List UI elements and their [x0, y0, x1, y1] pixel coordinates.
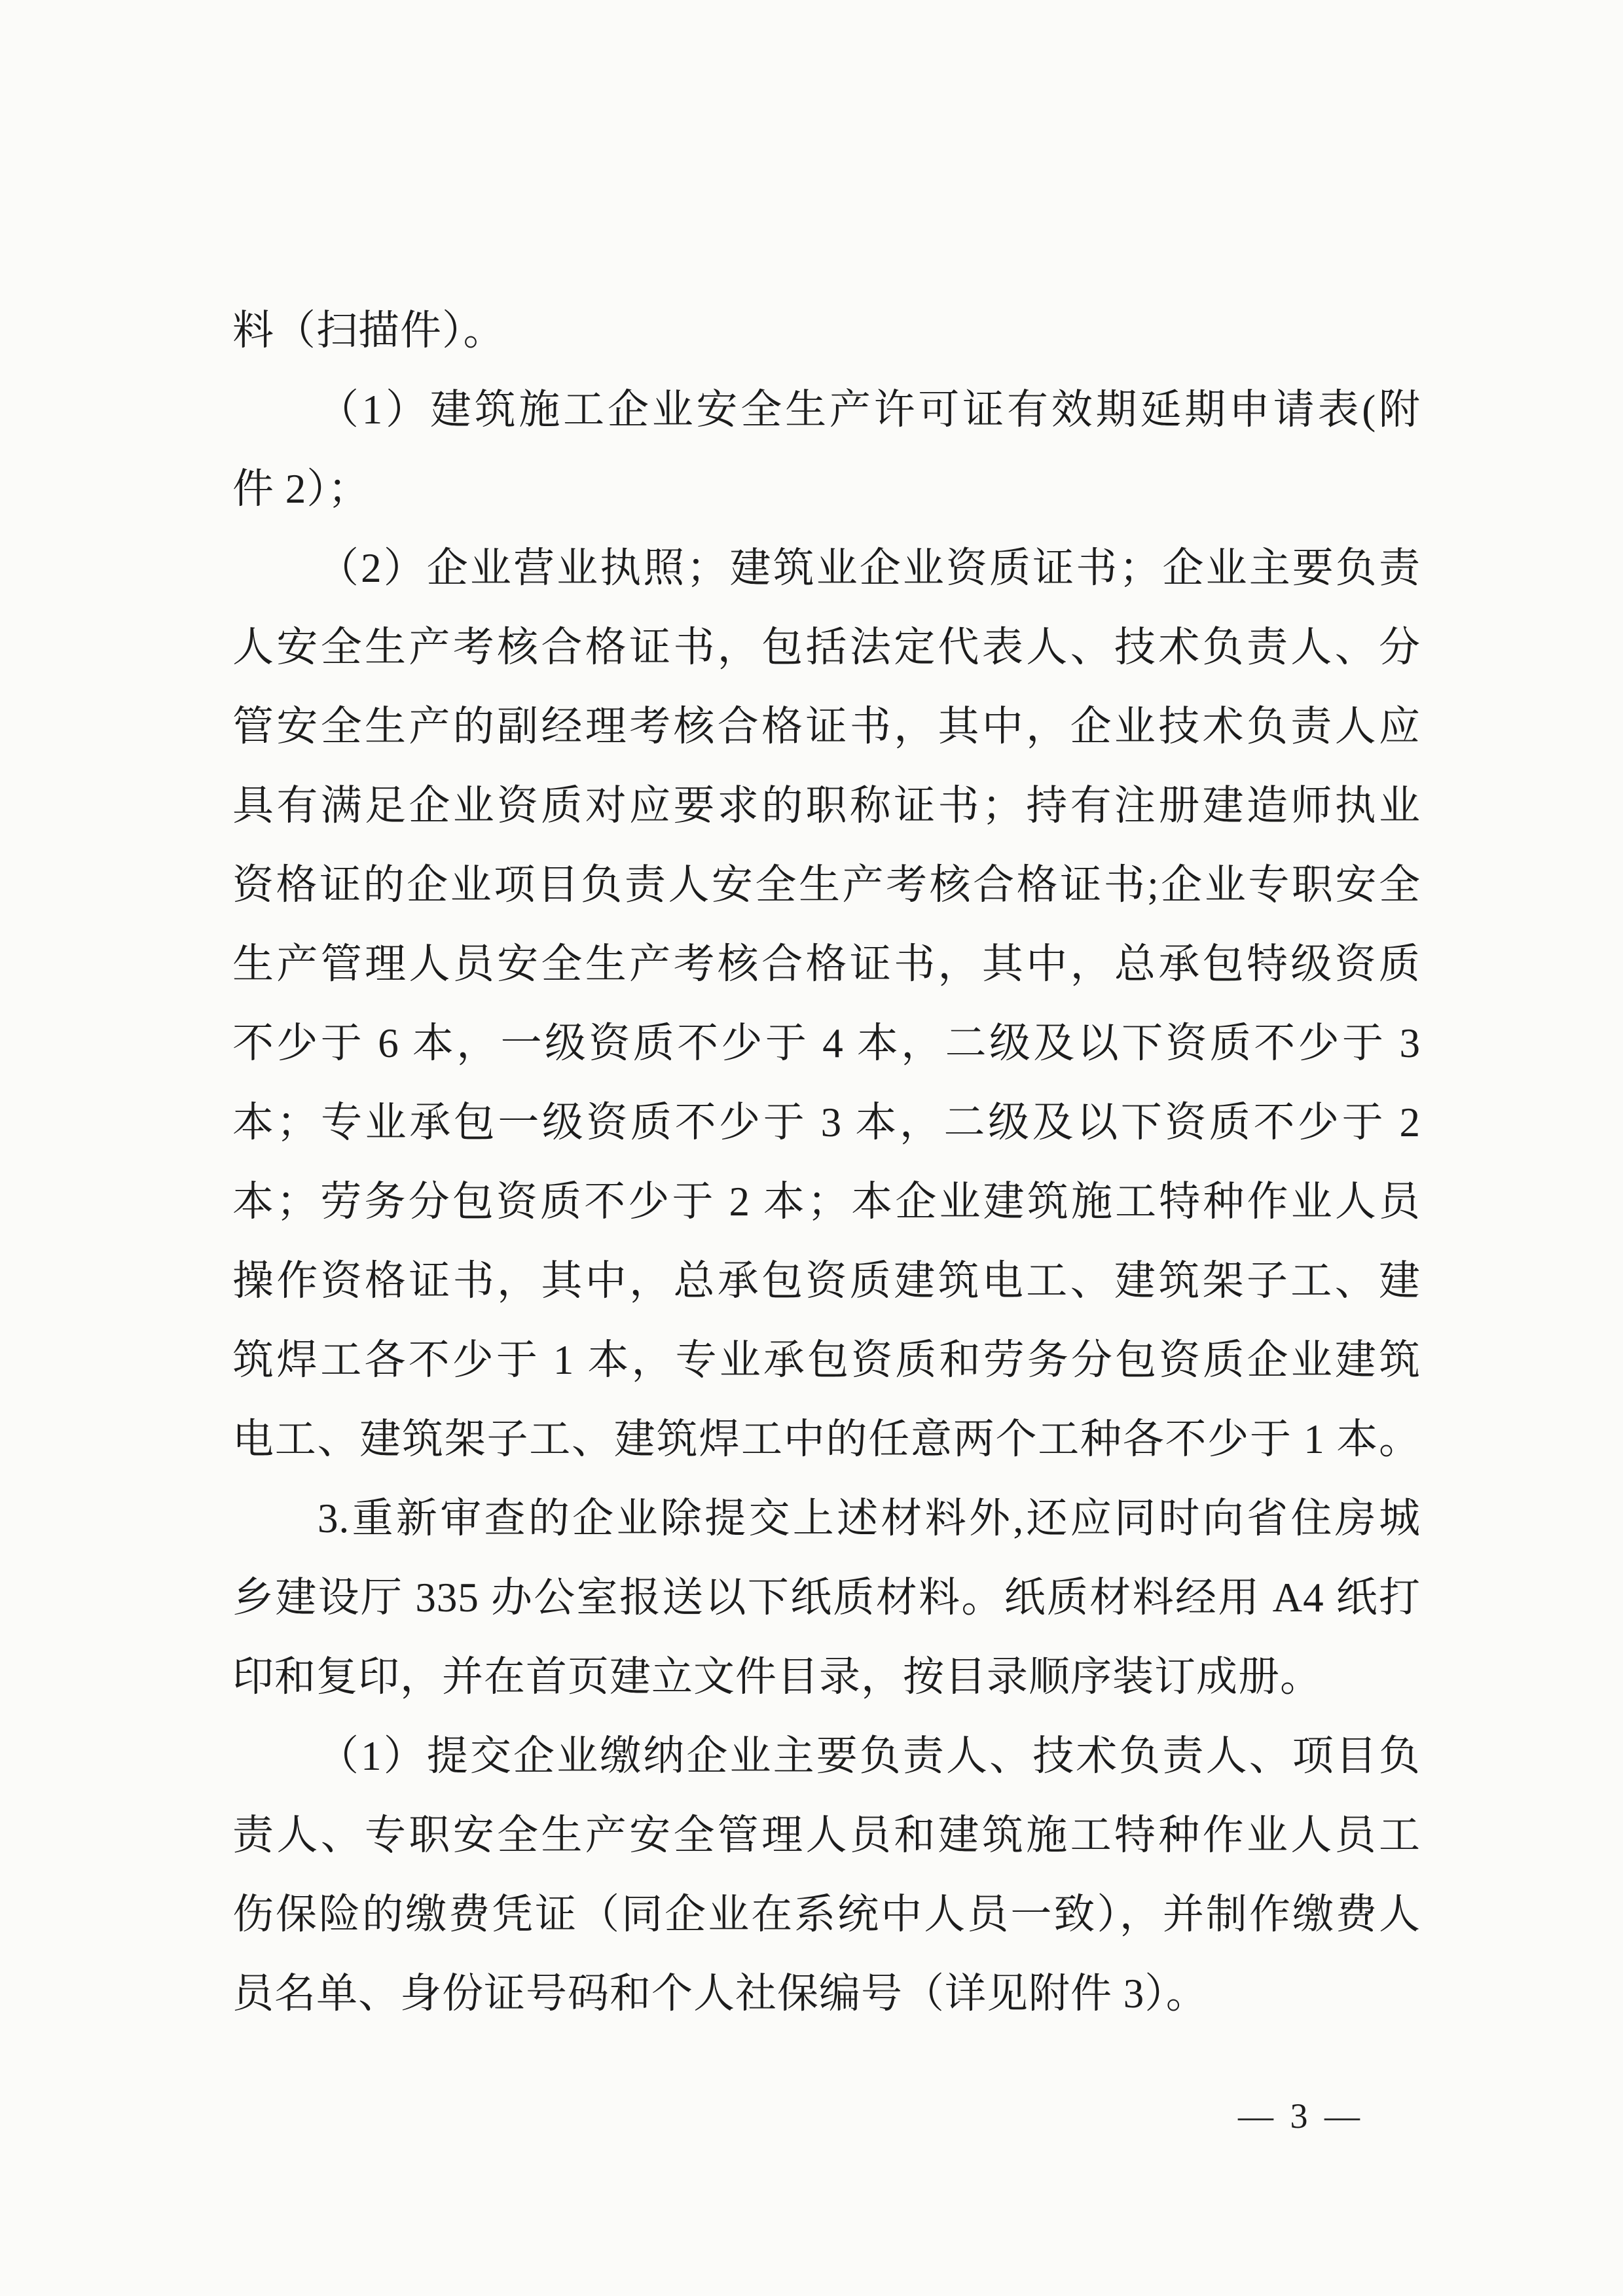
- document-body: [232, 291, 1421, 2034]
- text-line: 不少于 6 本，一级资质不少于 4 本，二级及以下资质不少于 3: [232, 1020, 1421, 1066]
- text-line: 人安全生产考核合格证书，包括法定代表人、技术负责人、分: [232, 624, 1421, 670]
- text-line: （1）提交企业缴纳企业主要负责人、技术负责人、项目负: [318, 1733, 1421, 1779]
- text-line: 件 2）；: [232, 466, 370, 512]
- text-line: 责人、专职安全生产安全管理人员和建筑施工特种作业人员工: [232, 1812, 1421, 1858]
- text-line: 乡建设厅 335 办公室报送以下纸质材料。纸质材料经用 A4 纸打: [232, 1575, 1421, 1621]
- text-line: 筑焊工各不少于 1 本，专业承包资质和劳务分包资质企业建筑: [232, 1337, 1421, 1383]
- text-line: 料（扫描件）。: [232, 308, 505, 353]
- text-line: （1）建筑施工企业安全生产许可证有效期延期申请表(附: [318, 387, 1421, 433]
- text-line: 具有满足企业资质对应要求的职称证书；持有注册建造师执业: [232, 783, 1421, 829]
- text-line: 员名单、身份证号码和个人社保编号（详见附件 3）。: [232, 1971, 1208, 2017]
- text-line: 管安全生产的副经理考核合格证书，其中，企业技术负责人应: [232, 704, 1421, 749]
- text-line: 操作资格证书，其中，总承包资质建筑电工、建筑架子工、建: [232, 1258, 1421, 1304]
- text-line: 资格证的企业项目负责人安全生产考核合格证书;企业专职安全: [232, 862, 1421, 908]
- text-line: 电工、建筑架子工、建筑焊工中的任意两个工种各不少于 1 本。: [232, 1416, 1421, 1462]
- text-line: 3.重新审查的企业除提交上述材料外,还应同时向省住房城: [318, 1496, 1421, 1541]
- text-line: 生产管理人员安全生产考核合格证书，其中，总承包特级资质: [232, 941, 1421, 987]
- text-line: 本；专业承包一级资质不少于 3 本，二级及以下资质不少于 2: [232, 1100, 1421, 1145]
- text-line: （2）企业营业执照；建筑业企业资质证书；企业主要负责: [318, 545, 1421, 591]
- page-number: — 3 —: [1238, 2096, 1364, 2136]
- text-line: 伤保险的缴费凭证（同企业在系统中人员一致），并制作缴费人: [232, 1892, 1421, 1937]
- text-line: 本；劳务分包资质不少于 2 本；本企业建筑施工特种作业人员: [232, 1179, 1421, 1225]
- text-line: 印和复印，并在首页建立文件目录，按目录顺序装订成册。: [232, 1654, 1322, 1700]
